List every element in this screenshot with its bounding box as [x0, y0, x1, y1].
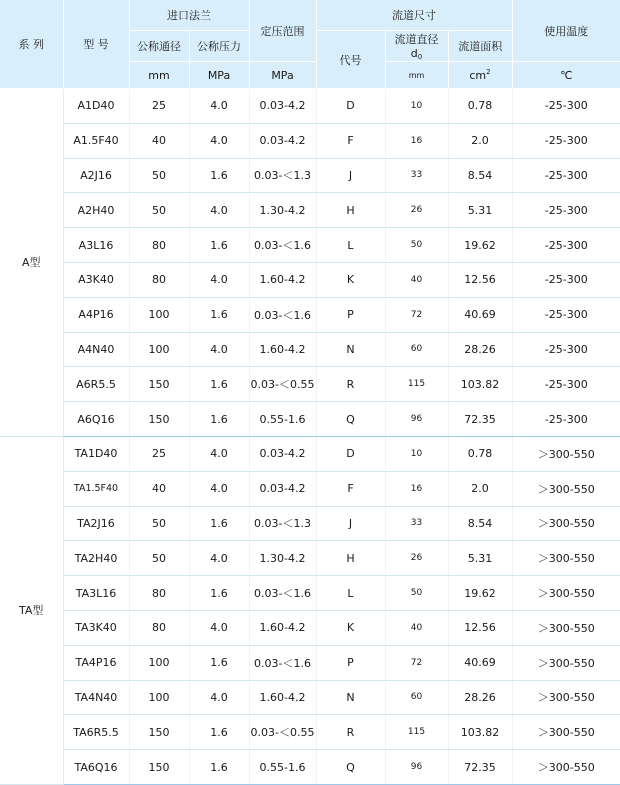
- operating-temp-cell: ＞300-550: [512, 471, 620, 506]
- flow-area-cell: 0.78: [448, 89, 512, 124]
- table-row: [0, 262, 620, 297]
- set-pressure-range-cell: 0.03-4.2: [249, 471, 316, 506]
- model-cell: A6R5.5: [63, 367, 129, 402]
- flow-area-cell: 28.26: [448, 332, 512, 367]
- code-cell: P: [316, 297, 385, 332]
- flow-area-cell: 28.26: [448, 680, 512, 715]
- model-cell: TA2J16: [63, 506, 129, 541]
- table-row: [0, 228, 620, 263]
- flow-area-cell: 12.56: [448, 262, 512, 297]
- flow-diameter-cell: 50: [385, 228, 448, 263]
- header-inlet-flange: 进口法兰: [129, 0, 249, 31]
- set-pressure-range-cell: 1.60-4.2: [249, 332, 316, 367]
- nominal-pressure-cell: 4.0: [189, 436, 249, 471]
- flow-diameter-cell: 60: [385, 332, 448, 367]
- operating-temp-cell: -25-300: [512, 262, 620, 297]
- operating-temp-cell: ＞300-550: [512, 541, 620, 576]
- nominal-diameter-cell: 25: [129, 436, 189, 471]
- flow-diameter-cell: 115: [385, 715, 448, 750]
- set-pressure-range-cell: 0.03-＜1.6: [249, 228, 316, 263]
- operating-temp-cell: -25-300: [512, 89, 620, 124]
- unit-mm: mm: [129, 62, 189, 89]
- header-series: 系 列: [0, 0, 63, 89]
- operating-temp-cell: ＞300-550: [512, 576, 620, 611]
- nominal-diameter-cell: 100: [129, 297, 189, 332]
- operating-temp-cell: -25-300: [512, 402, 620, 437]
- operating-temp-cell: -25-300: [512, 367, 620, 402]
- flow-diameter-cell: 26: [385, 193, 448, 228]
- nominal-pressure-cell: 1.6: [189, 158, 249, 193]
- flow-area-cell: 8.54: [448, 158, 512, 193]
- flow-diameter-cell: 96: [385, 750, 448, 785]
- table-row: [0, 436, 620, 471]
- nominal-pressure-cell: 4.0: [189, 332, 249, 367]
- nominal-diameter-cell: 80: [129, 228, 189, 263]
- operating-temp-cell: -25-300: [512, 193, 620, 228]
- set-pressure-range-cell: 1.60-4.2: [249, 680, 316, 715]
- model-cell: A4P16: [63, 297, 129, 332]
- code-cell: K: [316, 610, 385, 645]
- nominal-pressure-cell: 1.6: [189, 576, 249, 611]
- model-cell: TA3L16: [63, 576, 129, 611]
- set-pressure-range-cell: 0.03-＜0.55: [249, 715, 316, 750]
- operating-temp-cell: ＞300-550: [512, 750, 620, 785]
- code-cell: J: [316, 158, 385, 193]
- operating-temp-cell: ＞300-550: [512, 610, 620, 645]
- code-cell: R: [316, 367, 385, 402]
- table-row: [0, 506, 620, 541]
- code-cell: F: [316, 471, 385, 506]
- table-row: [0, 158, 620, 193]
- model-cell: A2H40: [63, 193, 129, 228]
- model-cell: TA1D40: [63, 436, 129, 471]
- nominal-pressure-cell: 1.6: [189, 228, 249, 263]
- model-cell: TA4P16: [63, 645, 129, 680]
- set-pressure-range-cell: 1.60-4.2: [249, 262, 316, 297]
- set-pressure-range-cell: 0.03-4.2: [249, 89, 316, 124]
- unit-mpa: MPa: [189, 62, 249, 89]
- code-cell: Q: [316, 402, 385, 437]
- set-pressure-range-cell: 0.03-＜1.6: [249, 645, 316, 680]
- code-cell: P: [316, 645, 385, 680]
- table-row: [0, 541, 620, 576]
- header-model: 型 号: [63, 0, 129, 89]
- nominal-diameter-cell: 150: [129, 402, 189, 437]
- model-cell: TA6R5.5: [63, 715, 129, 750]
- operating-temp-cell: ＞300-550: [512, 715, 620, 750]
- flow-area-cell: 5.31: [448, 193, 512, 228]
- table-row: [0, 367, 620, 402]
- set-pressure-range-cell: 0.03-＜0.55: [249, 367, 316, 402]
- nominal-diameter-cell: 80: [129, 610, 189, 645]
- set-pressure-range-cell: 0.03-＜1.3: [249, 158, 316, 193]
- code-cell: H: [316, 541, 385, 576]
- nominal-diameter-cell: 25: [129, 89, 189, 124]
- flow-area-cell: 2.0: [448, 471, 512, 506]
- table-row: [0, 715, 620, 750]
- nominal-diameter-cell: 100: [129, 680, 189, 715]
- model-cell: A6Q16: [63, 402, 129, 437]
- operating-temp-cell: -25-300: [512, 123, 620, 158]
- flow-diameter-cell: 72: [385, 297, 448, 332]
- flow-area-cell: 40.69: [448, 645, 512, 680]
- flow-area-cell: 0.78: [448, 436, 512, 471]
- model-cell: TA1.5F40: [63, 471, 129, 506]
- header-nominal-pressure: 公称压力: [189, 31, 249, 62]
- flow-diameter-cell: 10: [385, 436, 448, 471]
- nominal-pressure-cell: 4.0: [189, 262, 249, 297]
- nominal-diameter-cell: 150: [129, 750, 189, 785]
- nominal-diameter-cell: 80: [129, 576, 189, 611]
- set-pressure-range-cell: 1.30-4.2: [249, 193, 316, 228]
- set-pressure-range-cell: 0.55-1.6: [249, 402, 316, 437]
- series-cell: TA型: [0, 436, 63, 784]
- unit-mpa-range: MPa: [249, 62, 316, 89]
- model-cell: A3L16: [63, 228, 129, 263]
- code-cell: L: [316, 576, 385, 611]
- nominal-pressure-cell: 4.0: [189, 89, 249, 124]
- flow-area-cell: 2.0: [448, 123, 512, 158]
- flow-diameter-cell: 40: [385, 262, 448, 297]
- set-pressure-range-cell: 0.03-4.2: [249, 436, 316, 471]
- nominal-diameter-cell: 80: [129, 262, 189, 297]
- code-cell: N: [316, 332, 385, 367]
- set-pressure-range-cell: 1.60-4.2: [249, 610, 316, 645]
- table-row: [0, 193, 620, 228]
- table-header: [0, 0, 620, 89]
- nominal-pressure-cell: 4.0: [189, 193, 249, 228]
- nominal-pressure-cell: 1.6: [189, 645, 249, 680]
- nominal-pressure-cell: 4.0: [189, 471, 249, 506]
- nominal-pressure-cell: 4.0: [189, 123, 249, 158]
- set-pressure-range-cell: 0.03-＜1.3: [249, 506, 316, 541]
- flow-diameter-cell: 33: [385, 506, 448, 541]
- flow-diameter-cell: 33: [385, 158, 448, 193]
- nominal-pressure-cell: 1.6: [189, 402, 249, 437]
- nominal-pressure-cell: 4.0: [189, 610, 249, 645]
- nominal-diameter-cell: 50: [129, 541, 189, 576]
- operating-temp-cell: ＞300-550: [512, 506, 620, 541]
- operating-temp-cell: -25-300: [512, 332, 620, 367]
- flow-diameter-cell: 26: [385, 541, 448, 576]
- table-row: [0, 610, 620, 645]
- flow-diameter-cell: 96: [385, 402, 448, 437]
- set-pressure-range-cell: 0.03-＜1.6: [249, 576, 316, 611]
- code-cell: R: [316, 715, 385, 750]
- header-nominal-diameter: 公称通径: [129, 31, 189, 62]
- flow-diameter-label: 流道直径: [394, 33, 439, 46]
- nominal-diameter-cell: 100: [129, 645, 189, 680]
- operating-temp-cell: -25-300: [512, 228, 620, 263]
- flow-diameter-cell: 60: [385, 680, 448, 715]
- code-cell: Q: [316, 750, 385, 785]
- table-row: [0, 89, 620, 124]
- header-flow-channel: 流道尺寸: [316, 0, 512, 31]
- nominal-diameter-cell: 150: [129, 367, 189, 402]
- flow-diameter-cell: 50: [385, 576, 448, 611]
- table-row: [0, 471, 620, 506]
- table-row: [0, 332, 620, 367]
- model-cell: A1D40: [63, 89, 129, 124]
- unit-celsius: ℃: [512, 62, 620, 89]
- nominal-diameter-cell: 40: [129, 471, 189, 506]
- flow-diameter-cell: 16: [385, 471, 448, 506]
- flow-diameter-symbol: $d_0$: [410, 47, 423, 61]
- flow-area-cell: 103.82: [448, 367, 512, 402]
- header-operating-temp: 使用温度: [512, 0, 620, 62]
- flow-area-cell: 103.82: [448, 715, 512, 750]
- header-flow-diameter: [385, 31, 448, 62]
- flow-diameter-cell: 10: [385, 89, 448, 124]
- nominal-pressure-cell: 4.0: [189, 541, 249, 576]
- table-row: [0, 645, 620, 680]
- operating-temp-cell: ＞300-550: [512, 645, 620, 680]
- header-code: 代号: [316, 31, 385, 89]
- table-row: [0, 297, 620, 332]
- flow-area-cell: 72.35: [448, 750, 512, 785]
- nominal-diameter-cell: 50: [129, 506, 189, 541]
- flow-area-cell: 72.35: [448, 402, 512, 437]
- flow-diameter-cell: 72: [385, 645, 448, 680]
- model-cell: A1.5F40: [63, 123, 129, 158]
- model-cell: TA3K40: [63, 610, 129, 645]
- nominal-diameter-cell: 100: [129, 332, 189, 367]
- flow-area-cell: 8.54: [448, 506, 512, 541]
- operating-temp-cell: ＞300-550: [512, 436, 620, 471]
- nominal-pressure-cell: 1.6: [189, 715, 249, 750]
- header-set-pressure-range: 定压范围: [249, 0, 316, 62]
- flow-area-cell: 19.62: [448, 576, 512, 611]
- flow-diameter-cell: 115: [385, 367, 448, 402]
- table-row: [0, 123, 620, 158]
- operating-temp-cell: ＞300-550: [512, 680, 620, 715]
- model-cell: A2J16: [63, 158, 129, 193]
- code-cell: N: [316, 680, 385, 715]
- code-cell: H: [316, 193, 385, 228]
- set-pressure-range-cell: 0.55-1.6: [249, 750, 316, 785]
- nominal-diameter-cell: 50: [129, 158, 189, 193]
- model-cell: A4N40: [63, 332, 129, 367]
- table-row: [0, 750, 620, 785]
- code-cell: D: [316, 436, 385, 471]
- flow-area-cell: 5.31: [448, 541, 512, 576]
- nominal-diameter-cell: 150: [129, 715, 189, 750]
- flow-diameter-cell: 40: [385, 610, 448, 645]
- unit-cm2: $cm^2$: [448, 62, 512, 89]
- nominal-pressure-cell: 1.6: [189, 297, 249, 332]
- table-body: [0, 89, 620, 785]
- set-pressure-range-cell: 0.03-＜1.6: [249, 297, 316, 332]
- nominal-pressure-cell: 1.6: [189, 750, 249, 785]
- nominal-diameter-cell: 40: [129, 123, 189, 158]
- code-cell: F: [316, 123, 385, 158]
- code-cell: K: [316, 262, 385, 297]
- flow-area-cell: 12.56: [448, 610, 512, 645]
- unit-mm-diameter: mm: [385, 62, 448, 89]
- model-cell: A3K40: [63, 262, 129, 297]
- flow-area-cell: 19.62: [448, 228, 512, 263]
- nominal-diameter-cell: 50: [129, 193, 189, 228]
- table-row: [0, 402, 620, 437]
- model-cell: TA4N40: [63, 680, 129, 715]
- flow-area-cell: 40.69: [448, 297, 512, 332]
- table-row: [0, 680, 620, 715]
- header-flow-area: 流道面积: [448, 31, 512, 62]
- flow-diameter-cell: 16: [385, 123, 448, 158]
- model-cell: TA6Q16: [63, 750, 129, 785]
- set-pressure-range-cell: 1.30-4.2: [249, 541, 316, 576]
- series-cell: A型: [0, 89, 63, 437]
- nominal-pressure-cell: 1.6: [189, 506, 249, 541]
- nominal-pressure-cell: 1.6: [189, 367, 249, 402]
- set-pressure-range-cell: 0.03-4.2: [249, 123, 316, 158]
- nominal-pressure-cell: 4.0: [189, 680, 249, 715]
- operating-temp-cell: -25-300: [512, 158, 620, 193]
- code-cell: L: [316, 228, 385, 263]
- table-row: [0, 576, 620, 611]
- code-cell: D: [316, 89, 385, 124]
- code-cell: J: [316, 506, 385, 541]
- operating-temp-cell: -25-300: [512, 297, 620, 332]
- model-cell: TA2H40: [63, 541, 129, 576]
